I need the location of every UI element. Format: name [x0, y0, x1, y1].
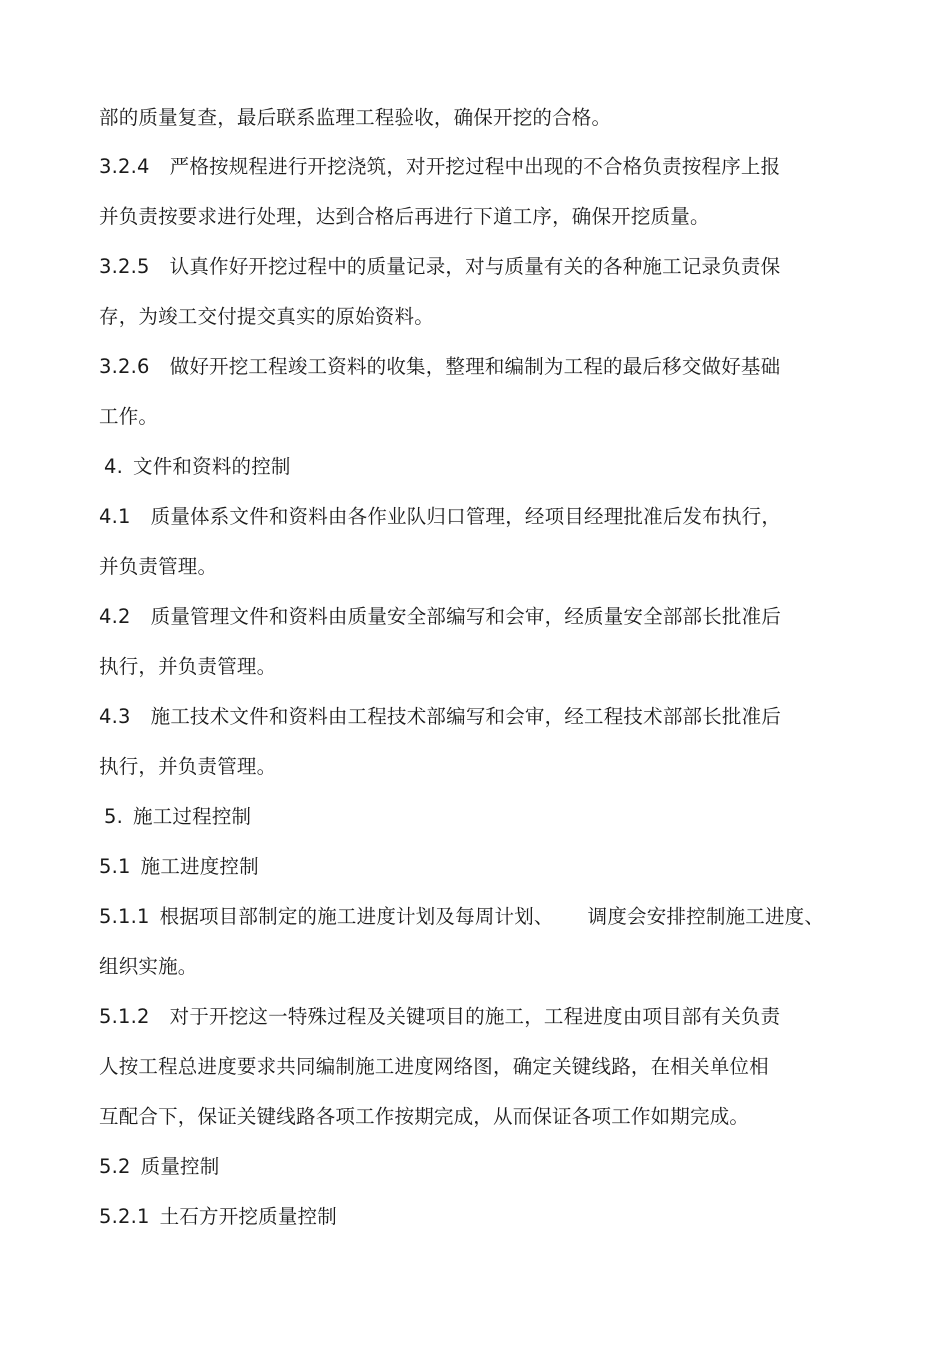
line-text: 严格按规程进行开挖浇筑，对开挖过程中出现的不合格负责按程序上报 — [169, 155, 781, 178]
section-number: 5.1.1 — [99, 905, 150, 928]
heading-text: 质量控制 — [140, 1155, 220, 1178]
section-5-2-1 — [99, 1204, 337, 1230]
section-4-2 — [99, 604, 781, 630]
line-text-continued: 调度会安排控制施工进度、 — [587, 905, 825, 928]
text-line — [99, 105, 611, 131]
section-3-2-5 — [99, 254, 780, 280]
line-text: 根据项目部制定的施工进度计划及每周计划、 — [159, 905, 554, 928]
text-line — [99, 1104, 749, 1130]
section-number: 4.2 — [99, 605, 131, 628]
line-text: 工作。 — [99, 405, 159, 428]
heading-text: 施工进度控制 — [140, 855, 259, 878]
section-5-2 — [99, 1154, 219, 1180]
section-number: 3.2.6 — [99, 355, 150, 378]
section-number: 4.3 — [99, 705, 131, 728]
text-line — [99, 754, 276, 780]
line-text: 执行，并负责管理。 — [99, 655, 277, 678]
line-text: 存，为竣工交付提交真实的原始资料。 — [99, 305, 434, 328]
text-line — [99, 654, 276, 680]
line-text: 质量体系文件和资料由各作业队归口管理，经项目经理批准后发布执行， — [150, 505, 782, 528]
text-line — [99, 404, 158, 430]
section-number: 5.2 — [99, 1155, 131, 1178]
section-number: 3.2.4 — [99, 155, 150, 178]
text-line — [99, 1054, 769, 1080]
line-text: 互配合下，保证关键线路各项工作按期完成，从而保证各项工作如期完成。 — [99, 1105, 750, 1128]
line-text: 质量管理文件和资料由质量安全部编写和会审，经质量安全部部长批准后 — [150, 605, 782, 628]
text-line — [99, 304, 434, 330]
section-5-1 — [99, 854, 259, 880]
line-text: 组织实施。 — [99, 955, 198, 978]
line-text: 执行，并负责管理。 — [99, 755, 277, 778]
section-5-1-1 — [99, 904, 824, 930]
section-number: 4.1 — [99, 505, 131, 528]
line-text: 认真作好开挖过程中的质量记录，对与质量有关的各种施工记录负责保 — [169, 255, 781, 278]
section-number: 5.1 — [99, 855, 131, 878]
section-number: 5. — [104, 805, 124, 828]
section-number: 5.1.2 — [99, 1005, 150, 1028]
heading-5 — [104, 804, 251, 830]
line-text: 人按工程总进度要求共同编制施工进度网络图，确定关键线路，在相关单位相 — [99, 1055, 769, 1078]
line-text: 对于开挖这一特殊过程及关键项目的施工，工程进度由项目部有关负责 — [169, 1005, 781, 1028]
line-text: 并负责管理。 — [99, 555, 218, 578]
line-text: 并负责按要求进行处理，达到合格后再进行下道工序，确保开挖质量。 — [99, 205, 710, 228]
text-line — [99, 954, 198, 980]
line-text: 部的质量复查，最后联系监理工程验收，确保开挖的合格。 — [99, 106, 612, 129]
section-number: 4. — [104, 455, 124, 478]
text-line — [99, 554, 217, 580]
text-line — [99, 204, 710, 230]
section-number: 3.2.5 — [99, 255, 150, 278]
heading-4 — [104, 454, 291, 480]
section-5-1-2 — [99, 1004, 780, 1030]
line-text: 施工技术文件和资料由工程技术部编写和会审，经工程技术部部长批准后 — [150, 705, 782, 728]
heading-text: 土石方开挖质量控制 — [159, 1205, 337, 1228]
section-4-1 — [99, 504, 781, 530]
line-text: 做好开挖工程竣工资料的收集，整理和编制为工程的最后移交做好基础 — [169, 355, 781, 378]
heading-text: 文件和资料的控制 — [133, 455, 291, 478]
section-4-3 — [99, 704, 781, 730]
section-3-2-6 — [99, 354, 780, 380]
section-number: 5.2.1 — [99, 1205, 150, 1228]
heading-text: 施工过程控制 — [133, 805, 252, 828]
section-3-2-4 — [99, 154, 780, 180]
